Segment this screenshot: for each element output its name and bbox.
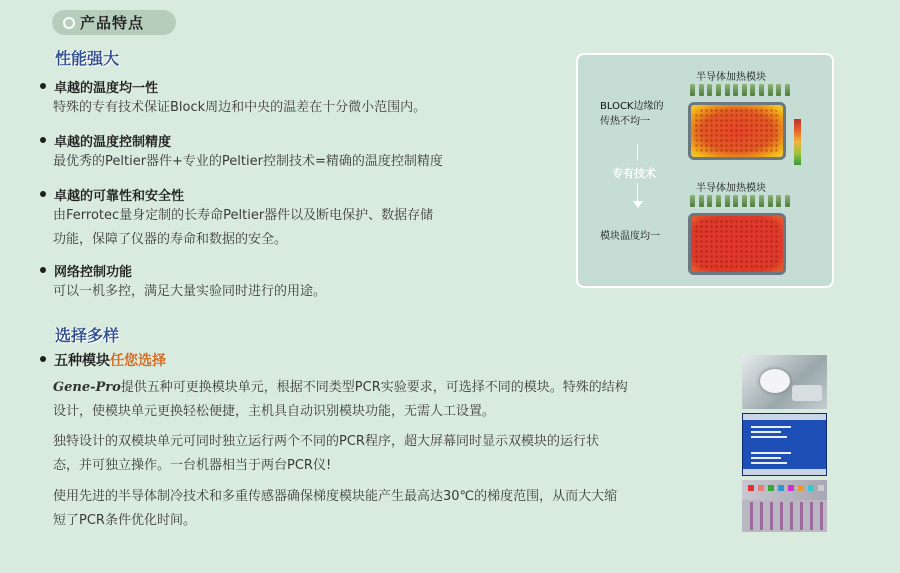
feature-desc-line: 可以一机多控，满足大量实验同时进行的用途。 — [53, 284, 327, 299]
dual-module-screen-photo — [742, 413, 827, 476]
bullet-icon — [40, 83, 46, 89]
arrow-down-icon — [633, 201, 643, 208]
options-highlight: 任您选择 — [110, 353, 166, 369]
feature-desc — [53, 96, 426, 120]
feature-desc-line: 特殊的专有技术保证Block周边和中央的温差在十分微小范围内。 — [53, 100, 427, 115]
uneven-label-line2: 传热不均一 — [600, 116, 650, 127]
proprietary-tech-label: 专有技术 — [612, 167, 656, 180]
brand-logo: Gene-Pro — [53, 380, 121, 395]
paragraph — [53, 376, 733, 424]
paragraph-line: 独特设计的双模块单元可同时独立运行两个不同的PCR程序，超大屏幕同时显示双模块的运行状 — [53, 434, 599, 449]
section-title-options: 选择多样 — [55, 326, 120, 345]
section-title-performance: 性能强大 — [55, 49, 120, 68]
feature-desc-line: 由Ferrotec量身定制的长寿命Peltier器件以及断电保护、数据存储 — [53, 208, 434, 223]
feature-title: 卓越的温度均一性 — [54, 81, 159, 96]
bullet-icon — [40, 267, 46, 273]
feature-desc — [53, 150, 443, 174]
bullet-icon — [40, 356, 46, 362]
paragraph-line: 短了PCR条件优化时间。 — [53, 513, 196, 528]
feature-title: 网络控制功能 — [54, 265, 133, 280]
feature-title: 卓越的温度控制精度 — [54, 135, 172, 150]
circle-icon — [63, 17, 75, 29]
arrow-line — [637, 145, 638, 160]
paragraph-line: 设计，使模块单元更换轻松便捷，主机具自动识别模块功能，无需人工设置。 — [53, 404, 496, 419]
bullet-icon — [40, 137, 46, 143]
paragraph-line: 提供五种可更换模块单元，根据不同类型PCR实验要求，可选择不同的模块。特殊的结构 — [120, 380, 628, 395]
temperature-colorbar — [794, 119, 801, 165]
even-heating-module-image — [688, 213, 786, 275]
section-header-pill — [52, 10, 176, 35]
top-module-label: 半导体加热模块 — [696, 72, 766, 83]
paragraph — [53, 485, 733, 533]
feature-desc-line: 功能，保障了仪器的寿命和数据的安全。 — [53, 232, 288, 247]
feature-desc — [53, 204, 433, 252]
feature-desc-line: 最优秀的Peltier器件+专业的Peltier控制技术=精确的温度控制精度 — [53, 154, 443, 169]
arrow-line — [637, 183, 638, 201]
gradient-module-photo — [742, 480, 827, 532]
options-title: 五种模块 — [54, 353, 110, 369]
paragraph-line: 态，并可独立操作。一台机器相当于两台PCR仪! — [53, 458, 332, 473]
uneven-heating-module-image — [688, 102, 786, 160]
module-swap-photo — [742, 355, 827, 409]
heating-module-diagram — [576, 53, 834, 288]
bottom-module-label: 半导体加热模块 — [696, 183, 766, 194]
even-label: 模块温度均一 — [600, 231, 660, 242]
paragraph-line: 使用先进的半导体制冷技术和多重传感器确保梯度模块能产生最高达30℃的梯度范围，从而大大缩 — [53, 489, 618, 504]
heatsink-fins — [690, 195, 790, 207]
page-title: 产品特点 — [80, 14, 145, 32]
uneven-label-line1: BLOCK边缘的 — [600, 101, 664, 112]
paragraph — [53, 430, 733, 478]
bullet-icon — [40, 191, 46, 197]
feature-title: 卓越的可靠性和安全性 — [54, 189, 185, 204]
heatsink-fins — [690, 84, 790, 96]
feature-desc — [53, 280, 326, 304]
